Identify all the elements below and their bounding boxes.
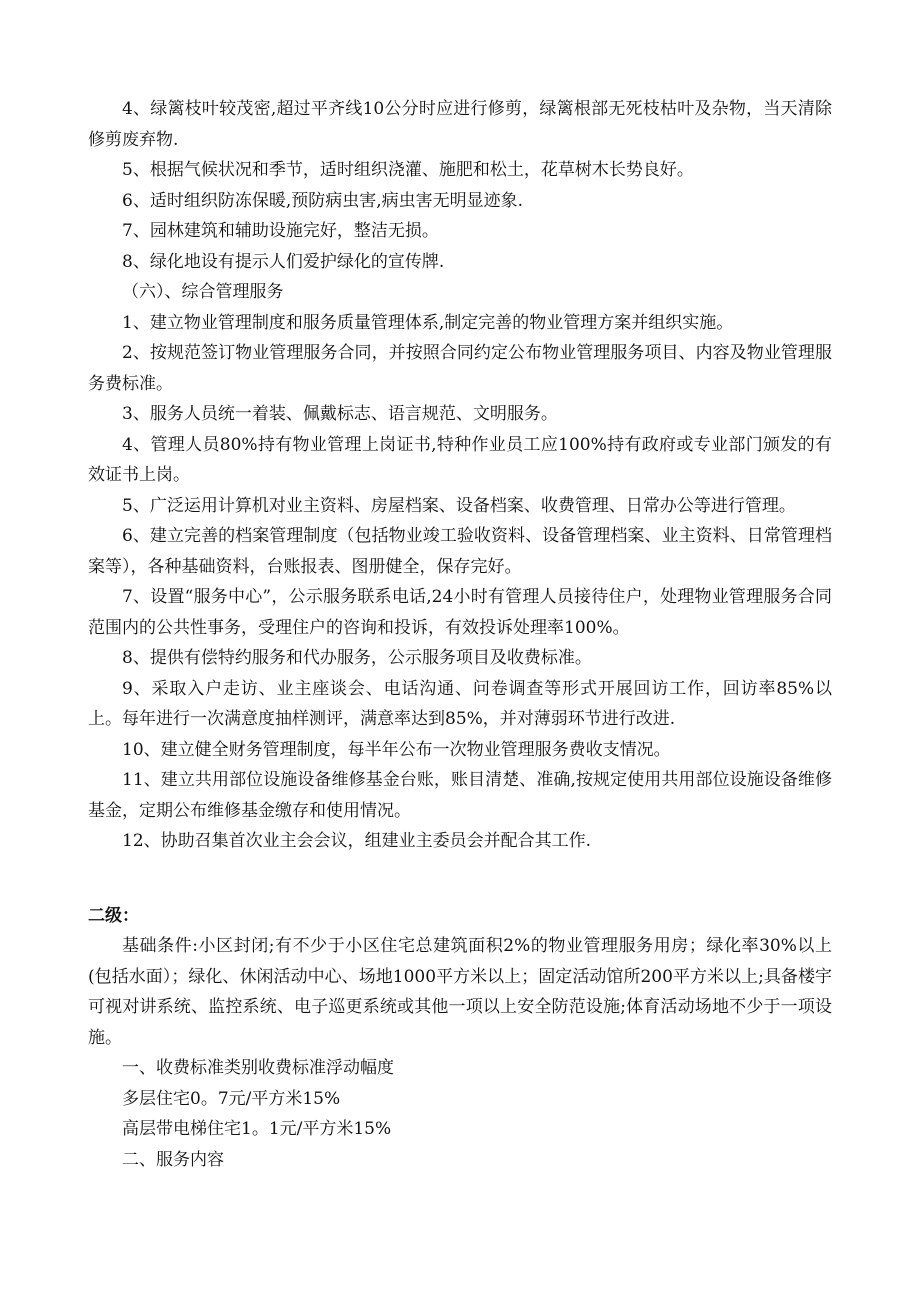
section6-item-11: 11、建立共用部位设施设备维修基金台账，账目清楚、准确,按规定使用共用部位设施设备维修基金，定期公布维修基金缴存和使用情况。 <box>88 770 832 821</box>
section6-item-5: 5、广泛运用计算机对业主资料、房屋档案、设备档案、收费管理、日常办公等进行管理。 <box>122 495 796 516</box>
section6-item-10: 10、建立健全财务管理制度，每半年公布一次物业管理服务费收支情况。 <box>122 739 671 760</box>
fee-row-multistorey: 多层住宅0。7元/平方米15% <box>122 1088 341 1109</box>
greening-item-6: 6、适时组织防冻保暖,预防病虫害,病虫害无明显迹象. <box>122 190 524 211</box>
fee-standard-title: 一、收费标准类别收费标准浮动幅度 <box>122 1058 394 1078</box>
document-body <box>88 94 832 1175</box>
section-spacer <box>88 857 832 901</box>
section6-item-6: 6、建立完善的档案管理制度（包括物业竣工验收资料、设备管理档案、业主资料、日常管理档案等），各种基础资料，台账报表、图册健全，保存完好。 <box>88 526 832 577</box>
section6-item-3: 3、服务人员统一着装、佩戴标志、语言规范、文明服务。 <box>122 404 558 424</box>
section6-title: （六）、综合管理服务 <box>122 282 284 302</box>
greening-item-5: 5、根据气候状况和季节，适时组织浇灌、施肥和松土，花草树木长势良好。 <box>122 160 694 180</box>
section6-item-7: 7、设置“服务中心”，公示服务联系电话,24小时有管理人员接待住户，处理物业管理服务合同范围内的公共性事务，受理住户的咨询和投诉，有效投诉处理率100%。 <box>88 587 832 638</box>
section6-item-2: 2、按规范签订物业管理服务合同，并按照合同约定公布物业管理服务项目、内容及物业管理服务费标准。 <box>88 343 832 394</box>
level2-heading: 二级： <box>88 905 139 926</box>
section6-item-8: 8、提供有偿特约服务和代办服务，公示服务项目及收费标准。 <box>122 648 592 668</box>
greening-item-8: 8、绿化地设有提示人们爱护绿化的宣传牌. <box>122 251 445 272</box>
level2-basic-conditions: 基础条件:小区封闭;有不少于小区住宅总建筑面积2%的物业管理服务用房；绿化率30%以上(包括水面）；绿化、休闲活动中心、场地1000平方米以上；固定活动馆所200平方米以上;具备楼宇可视对讲系统、监控系统、电子巡更系统或其他一项以上安全防范设施;体育活动场地不少于一项设施。 <box>88 936 832 1048</box>
section6-item-1: 1、建立物业管理制度和服务质量管理体系,制定完善的物业管理方案并组织实施。 <box>122 312 734 333</box>
greening-item-7: 7、园林建筑和辅助设施完好，整洁无损。 <box>122 221 439 241</box>
section6-item-12: 12、协助召集首次业主会会议，组建业主委员会并配合其工作. <box>122 831 592 851</box>
greening-item-4: 4、绿篱枝叶较茂密,超过平齐线10公分时应进行修剪，绿篱根部无死枝枯叶及杂物，当天清除修剪废弃物. <box>88 99 832 150</box>
services-title: 二、服务内容 <box>122 1149 224 1170</box>
section6-item-4: 4、管理人员80%持有物业管理上岗证书,特种作业员工应100%持有政府或专业部门颁发的有效证书上岗。 <box>88 434 832 485</box>
section6-item-9: 9、采取入户走访、业主座谈会、电话沟通、问卷调查等形式开展回访工作，回访率85%以上。每年进行一次满意度抽样测评，满意率达到85%，并对薄弱环节进行改进. <box>88 678 832 729</box>
fee-row-highrise: 高层带电梯住宅1。1元/平方米15% <box>122 1119 392 1139</box>
